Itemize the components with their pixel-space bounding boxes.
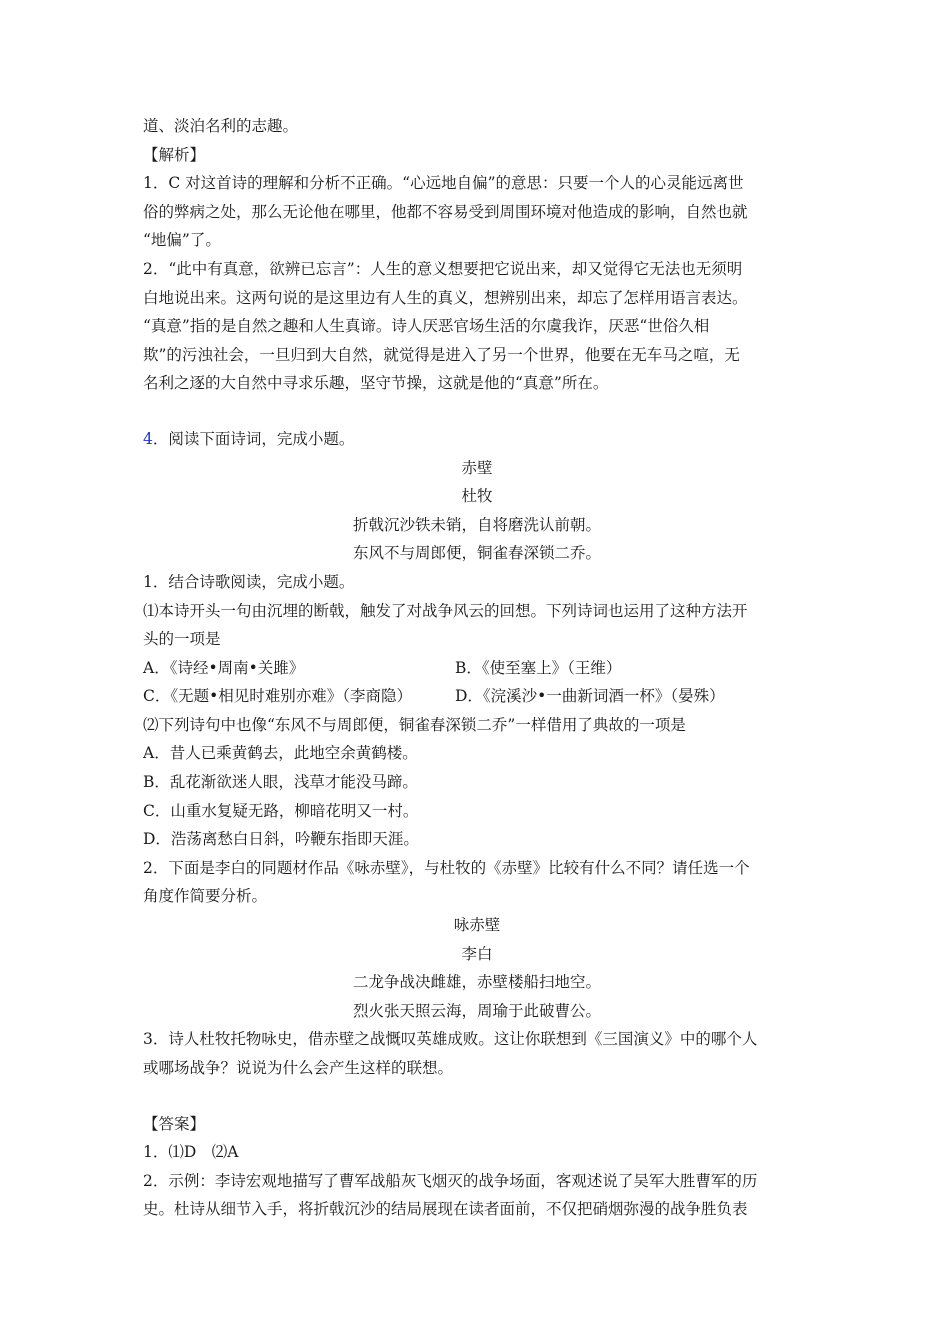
option-c: C．《无题•相见时难别亦难》（李商隐）	[143, 687, 413, 706]
answer-heading: 【答案】	[143, 1114, 206, 1133]
sub-question-3: 3．诗人杜牧托物咏史，借赤壁之战慨叹英雄成败。这让你联想到《三国演义》中的哪个人	[143, 1030, 758, 1049]
option-b: B．乱花渐欲迷人眼，浅草才能没马蹄。	[143, 773, 418, 792]
part-2-stem: ⑵下列诗句中也像“东风不与周郎便，铜雀春深锁二乔”一样借用了典故的一项是	[143, 715, 686, 734]
sub-question-2: 角度作简要分析。	[143, 887, 268, 906]
option-c: C．山重水复疑无路，柳暗花明又一村。	[143, 801, 419, 820]
answer-2: 史。杜诗从细节入手，将折戟沉沙的结局展现在读者面前，不仅把硝烟弥漫的战争胜负表	[143, 1200, 748, 1219]
option-d: D．浩荡离愁白日斜，吟鞭东指即天涯。	[143, 830, 419, 849]
analysis-line: “地偏”了。	[143, 231, 221, 250]
question-number: 4	[143, 429, 153, 448]
analysis-heading: 【解析】	[143, 145, 206, 164]
poem-line: 二龙争战决雌雄，赤壁楼船扫地空。	[352, 973, 601, 992]
analysis-line: 1．C 对这首诗的理解和分析不正确。“心远地自偏”的意思：只要一个人的心灵能远离世	[143, 174, 744, 193]
answer-1: 1．⑴D ⑵A	[143, 1143, 239, 1162]
spacer	[143, 1083, 811, 1110]
part-1-stem: 头的一项是	[143, 630, 221, 649]
sub-question-3: 或哪场战争？说说为什么会产生这样的联想。	[143, 1059, 454, 1077]
analysis-line: 名利之逐的大自然中寻求乐趣，坚守节操，这就是他的“真意”所在。	[143, 374, 609, 393]
poem-author: 李白	[461, 944, 493, 963]
option-row	[143, 682, 811, 711]
option-a: A．《诗经•周南•关雎》	[143, 658, 305, 677]
poem-author: 杜牧	[461, 487, 493, 506]
poem-line: 烈火张天照云海，周瑜于此破曹公。	[352, 1001, 601, 1020]
question-4-prompt	[143, 425, 811, 454]
option-a: A．昔人已乘黄鹤去，此地空余黄鹤楼。	[143, 744, 418, 763]
answer-2: 2．示例：李诗宏观地描写了曹军战船灰飞烟灭的战争场面，客观述说了吴军大胜曹军的历	[143, 1171, 758, 1190]
poem-line: 东风不与周郎便，铜雀春深锁二乔。	[352, 544, 601, 563]
sub-question-2: 2．下面是李白的同题材作品《咏赤壁》，与杜牧的《赤壁》比较有什么不同？请任选一个	[143, 858, 750, 877]
option-row	[143, 654, 811, 683]
document-page	[143, 112, 811, 1224]
analysis-line: 欺”的污浊社会，一旦归到大自然，就觉得是进入了另一个世界，他要在无车马之喧，无	[143, 345, 740, 364]
option-d: D．《浣溪沙•一曲新词酒一杯》（晏殊）	[455, 687, 725, 706]
analysis-line: 俗的弊病之处，那么无论他在哪里，他都不容易受到周围环境对他造成的影响，自然也就	[143, 202, 748, 221]
question-prompt: ．阅读下面诗词，完成小题。	[152, 429, 355, 448]
spacer	[143, 398, 811, 425]
poem-title: 赤壁	[461, 458, 493, 477]
previous-answer-tail: 道、淡泊名利的志趣。	[143, 117, 299, 135]
part-1-stem: ⑴本诗开头一句由沉埋的断戟，触发了对战争风云的回想。下列诗词也运用了这种方法开	[143, 601, 748, 620]
option-b: B．《使至塞上》（王维）	[455, 658, 622, 677]
analysis-line: “真意”指的是自然之趣和人生真谛。诗人厌恶官场生活的尔虞我诈，厌恶“世俗久相	[143, 317, 710, 336]
analysis-line: 2．“此中有真意，欲辨已忘言”：人生的意义想要把它说出来，却又觉得它无法也无须明	[143, 259, 743, 278]
analysis-line: 白地说出来。这两句说的是这里边有人生的真义，想辨别出来，却忘了怎样用语言表达。	[143, 288, 748, 307]
poem-line: 折戟沉沙铁未销，自将磨洗认前朝。	[352, 515, 601, 534]
sub-question-1: 1．结合诗歌阅读，完成小题。	[143, 572, 355, 591]
poem-title: 咏赤壁	[453, 916, 501, 935]
